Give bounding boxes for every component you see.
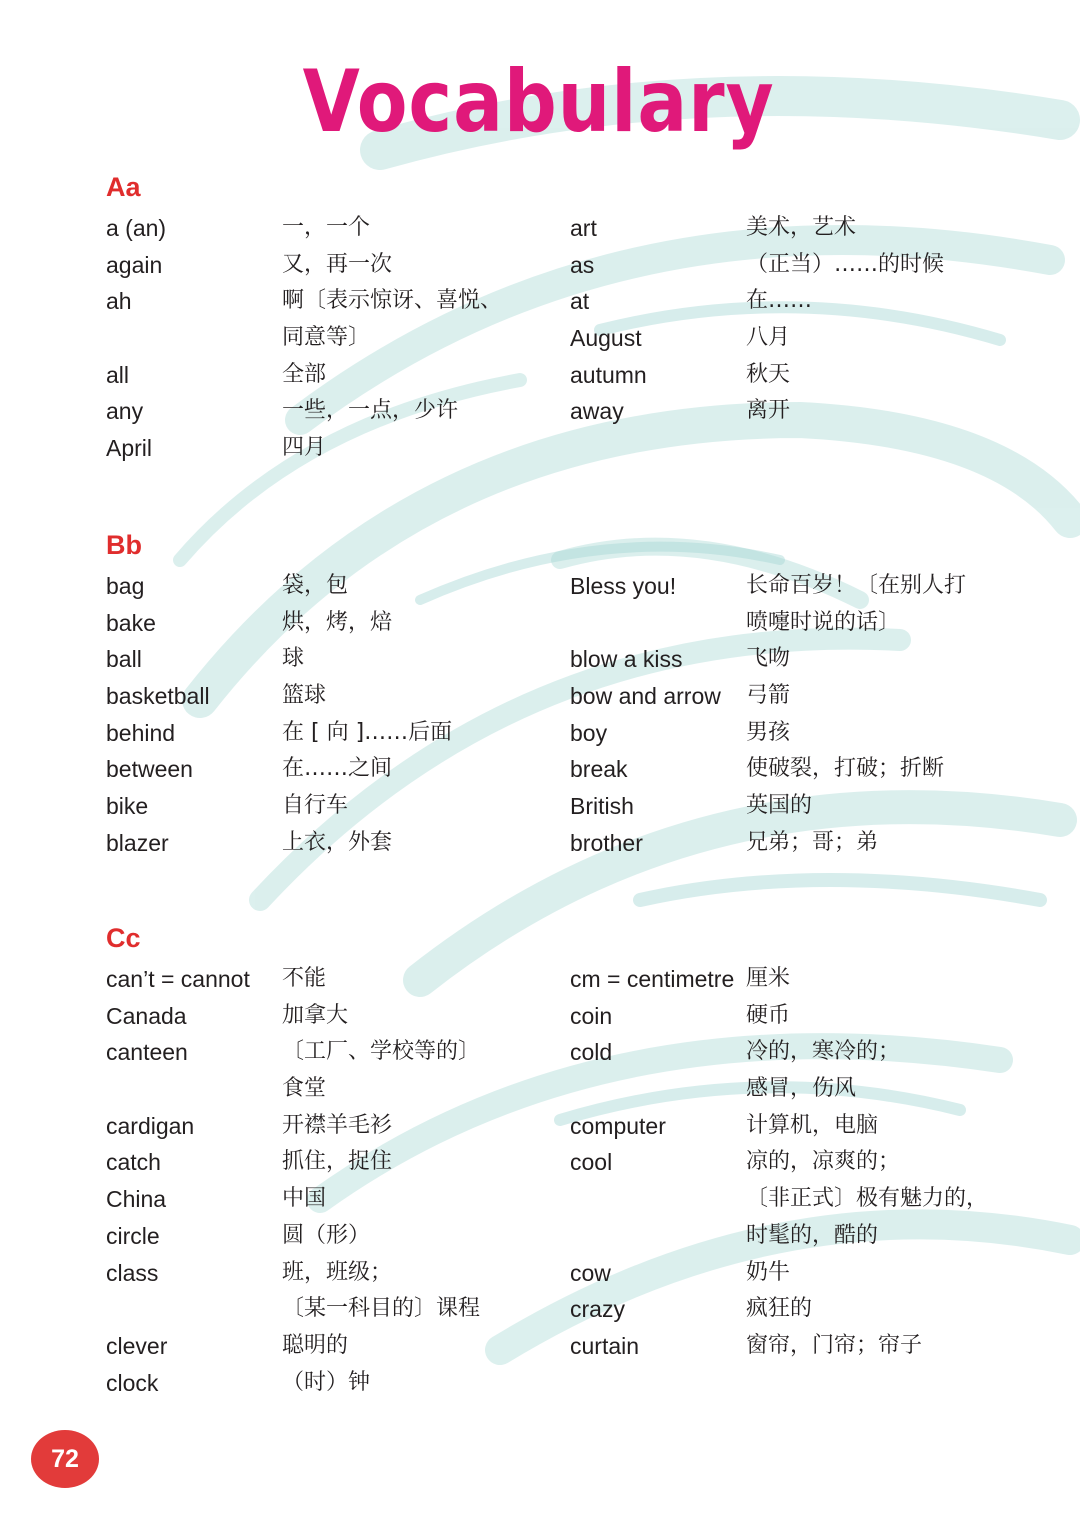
chinese-meaning: 八月 bbox=[746, 325, 791, 351]
chinese-meaning: 加拿大 bbox=[282, 1002, 349, 1028]
chinese-meaning: 四月 bbox=[282, 435, 327, 461]
english-word: as bbox=[570, 251, 595, 278]
chinese-meaning: （正当）……的时候 bbox=[746, 251, 945, 277]
chinese-meaning: 冷的，寒冷的； bbox=[746, 1039, 901, 1065]
chinese-meaning: 啊〔表示惊讶、喜悦、 bbox=[282, 288, 503, 314]
english-word: cm = centimetre bbox=[570, 966, 735, 992]
english-word: boy bbox=[570, 719, 608, 746]
english-word: at bbox=[570, 288, 590, 315]
english-word: China bbox=[106, 1186, 167, 1213]
english-word: again bbox=[106, 251, 163, 278]
english-word: coin bbox=[570, 1002, 613, 1029]
english-word: crazy bbox=[570, 1296, 625, 1323]
chinese-meaning: 同意等〕 bbox=[282, 325, 371, 351]
section-heading: Cc bbox=[106, 923, 141, 953]
chinese-meaning: 全部 bbox=[282, 361, 327, 387]
chinese-meaning: 英国的 bbox=[746, 793, 813, 819]
english-word: bag bbox=[106, 573, 145, 599]
english-word: autumn bbox=[570, 361, 647, 388]
english-word: clock bbox=[106, 1369, 159, 1396]
english-word: ball bbox=[106, 646, 142, 673]
chinese-meaning: 在…… bbox=[746, 288, 813, 314]
chinese-meaning: 男孩 bbox=[746, 719, 791, 745]
chinese-meaning: 〔工厂、学校等的〕 bbox=[282, 1039, 481, 1065]
chinese-meaning: 喷嚏时说的话〕 bbox=[746, 609, 901, 635]
english-word: can’t = cannot bbox=[106, 966, 250, 992]
english-word: curtain bbox=[570, 1332, 640, 1359]
chinese-meaning: 疯狂的 bbox=[746, 1296, 813, 1322]
english-word: blow a kiss bbox=[570, 646, 683, 673]
english-word: April bbox=[106, 435, 153, 462]
page-title: Vocabulary bbox=[302, 52, 775, 152]
chinese-meaning: 〔某一科目的〕课程 bbox=[282, 1296, 481, 1322]
chinese-meaning: 抓住，捉住 bbox=[282, 1149, 393, 1175]
english-word: computer bbox=[570, 1112, 666, 1139]
chinese-meaning: 飞吻 bbox=[746, 646, 791, 672]
chinese-meaning: 时髦的，酷的 bbox=[746, 1222, 879, 1248]
chinese-meaning: 一，一个 bbox=[282, 215, 371, 240]
english-word: bake bbox=[106, 609, 156, 636]
chinese-meaning: 凉的，凉爽的； bbox=[746, 1149, 901, 1175]
english-word: cow bbox=[570, 1259, 611, 1286]
chinese-meaning: 使破裂，打破；折断 bbox=[746, 756, 945, 782]
english-word: brother bbox=[570, 829, 643, 856]
english-word: art bbox=[570, 215, 597, 241]
english-word: behind bbox=[106, 719, 176, 746]
chinese-meaning: 班，班级； bbox=[282, 1259, 393, 1285]
section-heading: Aa bbox=[106, 172, 141, 202]
chinese-meaning: 〔非正式〕极有魅力的， bbox=[746, 1186, 989, 1212]
chinese-meaning: 秋天 bbox=[746, 361, 791, 387]
chinese-meaning: 一些，一点，少许 bbox=[282, 398, 459, 424]
chinese-meaning: 长命百岁！〔在别人打 bbox=[746, 573, 967, 598]
english-word: between bbox=[106, 756, 193, 783]
chinese-meaning: 篮球 bbox=[282, 683, 327, 709]
english-word: class bbox=[106, 1259, 159, 1286]
chinese-meaning: （时）钟 bbox=[282, 1369, 371, 1395]
english-word: a (an) bbox=[106, 215, 167, 241]
chinese-meaning: 聪明的 bbox=[282, 1332, 349, 1358]
chinese-meaning: 奶牛 bbox=[746, 1259, 791, 1285]
chinese-meaning: 不能 bbox=[282, 966, 327, 991]
chinese-meaning: 烘，烤，焙 bbox=[282, 609, 393, 635]
english-word: basketball bbox=[106, 683, 210, 710]
english-word: cold bbox=[570, 1039, 613, 1066]
chinese-meaning: 中国 bbox=[282, 1186, 327, 1212]
english-word: British bbox=[570, 793, 634, 820]
english-word: catch bbox=[106, 1149, 161, 1176]
chinese-meaning: 上衣，外套 bbox=[282, 829, 393, 855]
english-word: clever bbox=[106, 1332, 168, 1359]
chinese-meaning: 球 bbox=[282, 646, 305, 672]
english-word: any bbox=[106, 398, 144, 425]
chinese-meaning: 厘米 bbox=[746, 966, 791, 991]
english-word: break bbox=[570, 756, 628, 783]
english-word: cool bbox=[570, 1149, 613, 1176]
chinese-meaning: 离开 bbox=[746, 398, 791, 424]
english-word: circle bbox=[106, 1222, 160, 1249]
english-word: bow and arrow bbox=[570, 683, 721, 710]
english-word: August bbox=[570, 325, 642, 352]
chinese-meaning: 在 [ 向 ]……后面 bbox=[282, 719, 453, 745]
english-word: canteen bbox=[106, 1039, 188, 1066]
chinese-meaning: 感冒，伤风 bbox=[746, 1076, 857, 1102]
chinese-meaning: 兄弟；哥；弟 bbox=[746, 829, 879, 855]
chinese-meaning: 美术，艺术 bbox=[746, 215, 857, 240]
english-word: ah bbox=[106, 288, 132, 315]
english-word: Bless you! bbox=[570, 573, 677, 599]
chinese-meaning: 又，再一次 bbox=[282, 251, 393, 277]
chinese-meaning: 在……之间 bbox=[282, 756, 393, 782]
chinese-meaning: 计算机，电脑 bbox=[746, 1112, 879, 1138]
chinese-meaning: 圆（形） bbox=[282, 1222, 371, 1248]
chinese-meaning: 弓箭 bbox=[746, 683, 791, 709]
chinese-meaning: 袋，包 bbox=[282, 573, 349, 598]
english-word: cardigan bbox=[106, 1112, 195, 1139]
chinese-meaning: 食堂 bbox=[282, 1076, 327, 1102]
chinese-meaning: 窗帘，门帘；帘子 bbox=[746, 1332, 923, 1358]
chinese-meaning: 开襟羊毛衫 bbox=[282, 1112, 393, 1138]
english-word: all bbox=[106, 361, 130, 388]
chinese-meaning: 硬币 bbox=[746, 1002, 791, 1028]
english-word: blazer bbox=[106, 829, 169, 856]
section-heading: Bb bbox=[106, 530, 142, 560]
page-number-badge: 72 bbox=[31, 1430, 99, 1488]
english-word: away bbox=[570, 398, 624, 425]
chinese-meaning: 自行车 bbox=[282, 793, 349, 819]
english-word: bike bbox=[106, 793, 149, 820]
english-word: Canada bbox=[106, 1002, 187, 1029]
